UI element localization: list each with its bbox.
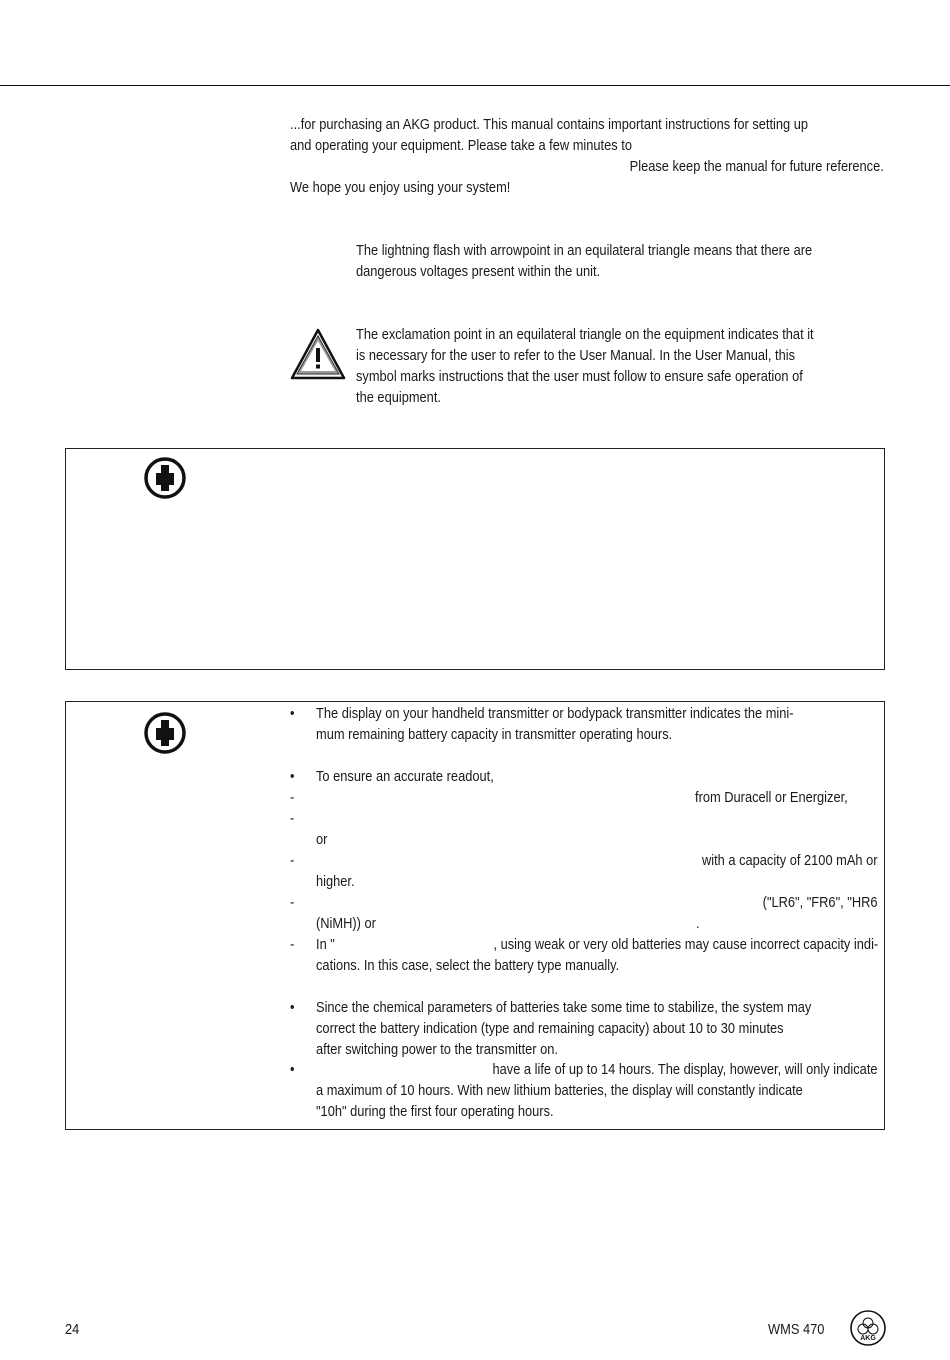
exclamation-text-2: is necessary for the user to refer to the User Manual. In the User Manual, this [356,348,795,364]
bullet-3-line-1: Since the chemical parameters of batteries take some time to stabilize, the system may [316,1000,812,1016]
dash-5-marker: - [290,937,295,953]
bullet-4-marker: • [290,1062,295,1078]
bullet-4-line-3: "10h" during the first four operating hours. [316,1104,554,1120]
info-box-1 [65,448,885,670]
exclamation-text-1: The exclamation point in an equilateral triangle on the equipment indicates that it [356,327,814,343]
page-number: 24 [65,1322,80,1338]
bullet-4-line-2: a maximum of 10 hours. With new lithium batteries, the display will constantly indicate [316,1083,803,1099]
dash-3-marker: - [290,853,295,869]
exclamation-text-3: symbol marks instructions that the user must follow to ensure safe operation of [356,369,803,385]
model-name: WMS 470 [768,1322,825,1338]
info-icon [143,711,187,755]
dash-2-marker: - [290,811,295,827]
akg-logo [849,1309,887,1347]
dash-3-line-1: with a capacity of 2100 mAh or [702,853,878,869]
lightning-text-2: dangerous voltages present within the unit. [356,264,601,280]
dash-1-text: from Duracell or Energizer, [695,790,848,806]
bullet-2-line-1: To ensure an accurate readout, [316,769,494,785]
dash-4-marker: - [290,895,295,911]
bullet-1-line-2: mum remaining battery capacity in transmitter operating hours. [316,727,673,743]
dash-5-line-1b: , using weak or very old batteries may cause incorrect capacity indi- [493,937,878,953]
header-rule [0,85,950,86]
dash-5-line-2: cations. In this case, select the battery type manually. [316,958,620,974]
bullet-1-line-1: The display on your handheld transmitter or bodypack transmitter indicates the mini- [316,706,794,722]
dash-1-marker: - [290,790,295,806]
bullet-3-line-2: correct the battery indication (type and remaining capacity) about 10 to 30 minutes [316,1021,784,1037]
dash-4-line-2b: . [696,916,700,932]
bullet-4-line-1: have a life of up to 14 hours. The display, however, will only indicate [492,1062,878,1078]
dash-4-line-2a: (NiMH)) or [316,916,376,932]
bullet-3-line-3: after switching power to the transmitter on. [316,1042,558,1058]
bullet-3-marker: • [290,1000,295,1016]
exclamation-text-4: the equipment. [356,390,441,406]
lightning-text-1: The lightning flash with arrowpoint in an equilateral triangle means that there are [356,243,813,259]
intro-line-3: Please keep the manual for future reference. [629,159,884,175]
warning-triangle-icon [290,328,346,380]
svg-text:AKG: AKG [860,1335,876,1342]
dash-2-text: or [316,832,328,848]
info-icon [143,456,187,500]
bullet-2-marker: • [290,769,295,785]
intro-line-4: We hope you enjoy using your system! [290,180,511,196]
dash-3-line-2: higher. [316,874,355,890]
dash-4-line-1: ("LR6", "FR6", "HR6 [763,895,878,911]
intro-line-2: and operating your equipment. Please take a few minutes to [290,138,632,154]
dash-5-line-1a: In " [316,937,335,953]
intro-line-1: ...for purchasing an AKG product. This manual contains important instructions for setting up [290,117,809,133]
bullet-1-marker: • [290,706,295,722]
